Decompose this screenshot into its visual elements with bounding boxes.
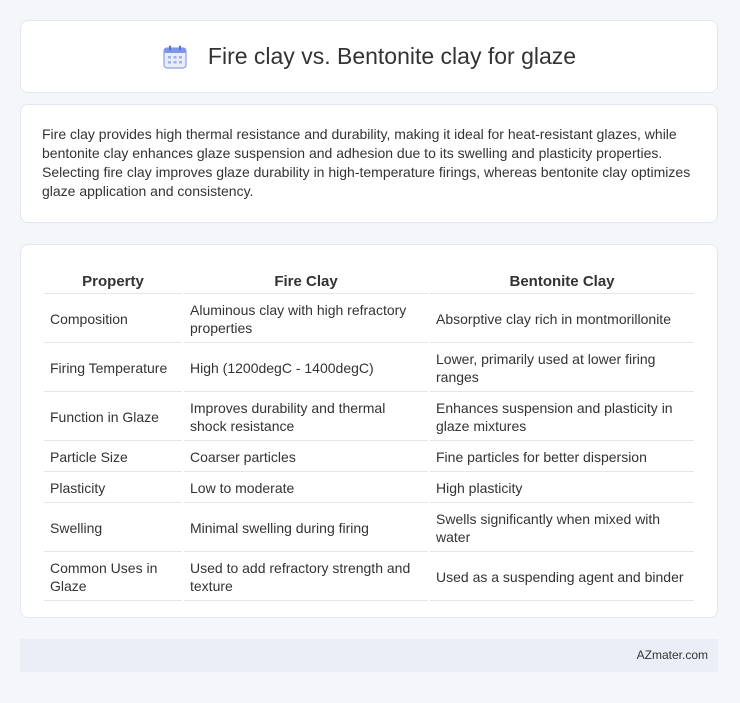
footer-bar [20, 639, 718, 672]
table-cell: Enhances suspension and plasticity in glaze mixtures [430, 394, 694, 441]
table-cell: Fine particles for better dispersion [430, 443, 694, 472]
title-card [20, 20, 718, 93]
table-cell: Common Uses in Glaze [44, 554, 182, 601]
table-row [44, 345, 694, 392]
table-header-row [44, 269, 694, 294]
table-cell: Swells significantly when mixed with water [430, 505, 694, 552]
table-cell: High (1200degC - 1400degC) [184, 345, 428, 392]
table-cell: Used to add refractory strength and texture [184, 554, 428, 601]
table-row [44, 505, 694, 552]
table-cell: Lower, primarily used at lower firing ranges [430, 345, 694, 392]
table-card [20, 244, 718, 618]
table-cell: Swelling [44, 505, 182, 552]
table-cell: Plasticity [44, 474, 182, 503]
column-header-fire-clay: Fire Clay [184, 269, 428, 294]
comparison-table [42, 267, 696, 603]
table-cell: Particle Size [44, 443, 182, 472]
table-cell: Composition [44, 296, 182, 343]
page-title: Fire clay vs. Bentonite clay for glaze [207, 43, 577, 69]
table-row [44, 394, 694, 441]
intro-card [20, 104, 718, 223]
table-cell: Improves durability and thermal shock resistance [184, 394, 428, 441]
table-cell: Aluminous clay with high refractory properties [184, 296, 428, 343]
table-cell: Used as a suspending agent and binder [430, 554, 694, 601]
table-row [44, 554, 694, 601]
table-cell: High plasticity [430, 474, 694, 503]
footer-site-name: AZmater.com [636, 648, 708, 662]
table-cell: Absorptive clay rich in montmorillonite [430, 296, 694, 343]
table-cell: Minimal swelling during firing [184, 505, 428, 552]
column-header-property: Property [44, 269, 182, 294]
table-row [44, 443, 694, 472]
table-row [44, 474, 694, 503]
column-header-bentonite-clay: Bentonite Clay [430, 269, 694, 294]
table-cell: Firing Temperature [44, 345, 182, 392]
table-cell: Coarser particles [184, 443, 428, 472]
table-cell: Low to moderate [184, 474, 428, 503]
table-row [44, 296, 694, 343]
table-cell: Function in Glaze [44, 394, 182, 441]
intro-text: Fire clay provides high thermal resistance and durability, making it ideal for heat-resistant glazes, while bentonite clay enhances glaze suspension and adhesion due to its swelling and plasticity properties. Selecting fire clay improves glaze durability in high-temperature firings, whereas bentonite clay optimizes glaze application and consistency. [42, 126, 691, 199]
calendar-icon [162, 44, 188, 70]
